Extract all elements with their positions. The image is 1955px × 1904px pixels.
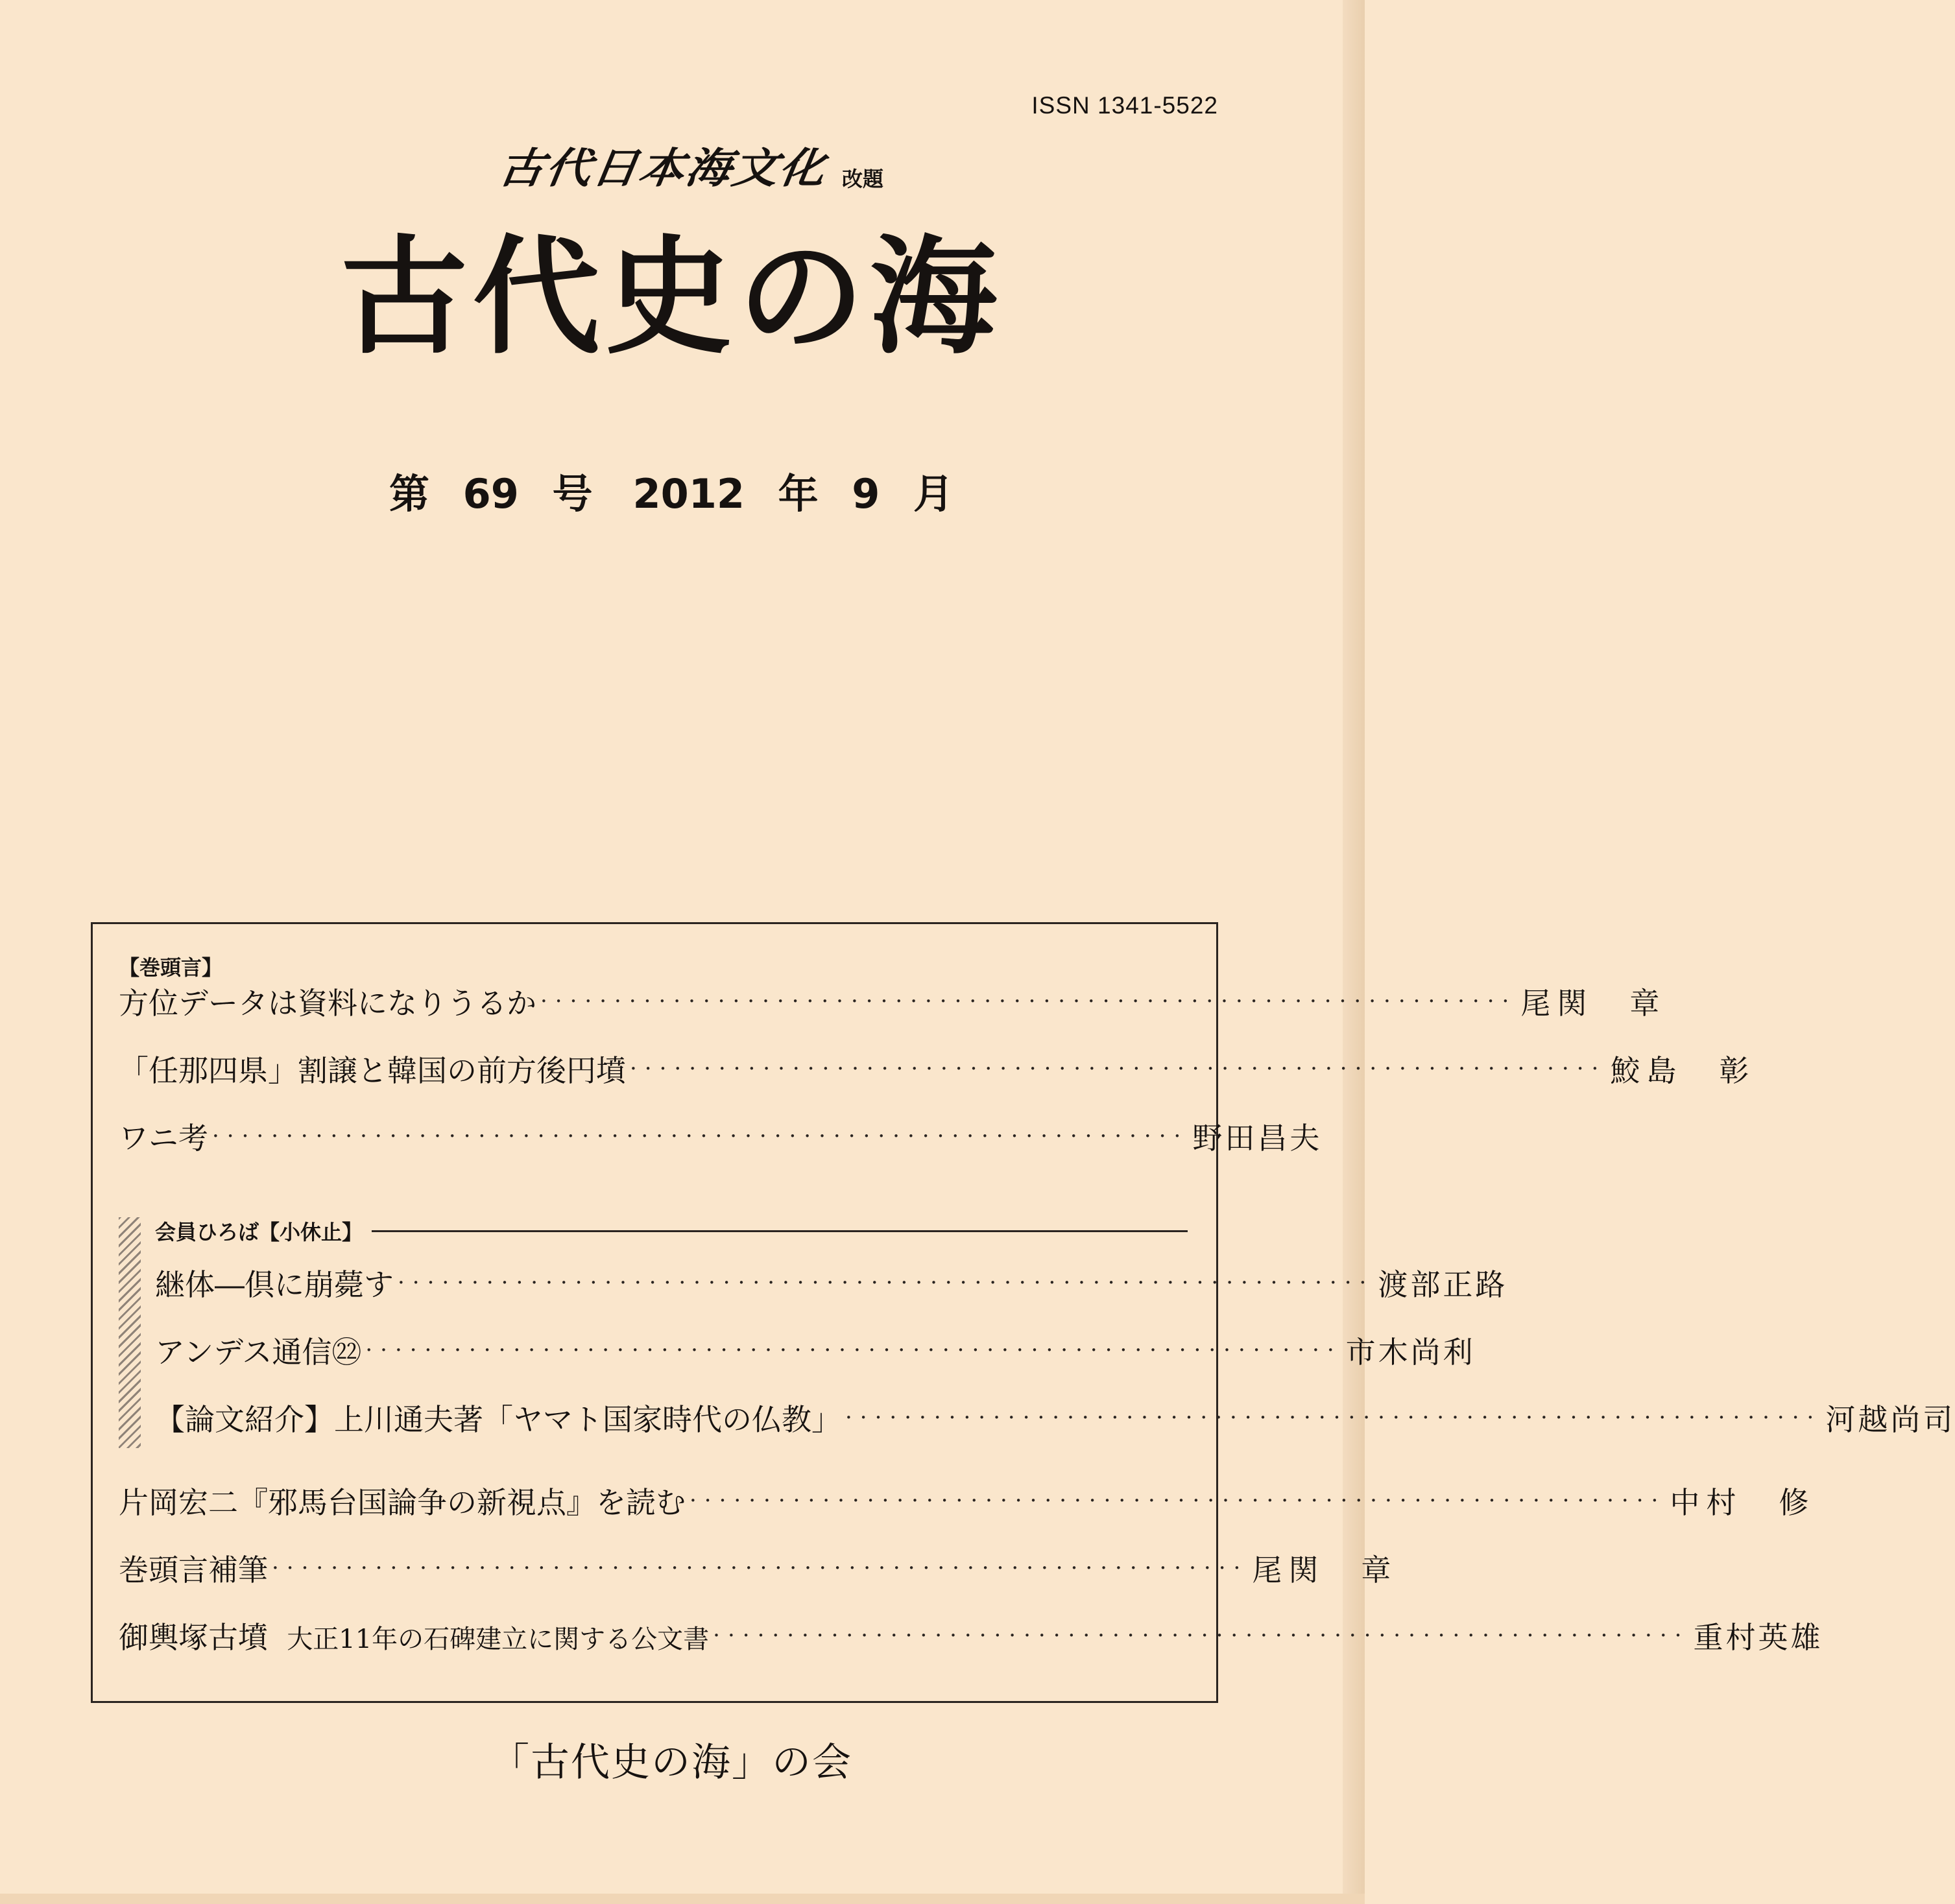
- toc-entry: [119, 1547, 1398, 1589]
- toc-entry-title: 方位データは資料になりうるか: [119, 986, 536, 1021]
- toc-entry-title: 御輿塚古墳: [119, 1620, 268, 1655]
- toc-entry-subtitle: 大正11年の石碑建立に関する公文書: [287, 1624, 710, 1654]
- leader-dots: ··································································: [630, 1056, 1607, 1082]
- toc-entry-title: 巻頭言補筆: [119, 1553, 268, 1588]
- toc-entry-author: 重村英雄: [1693, 1620, 1823, 1655]
- page-right-edge: [1343, 0, 1365, 1904]
- toc-entry: [119, 1115, 1323, 1158]
- plaza-section-rule: [372, 1230, 1188, 1232]
- toc-entry-author: 河越尚司: [1825, 1402, 1955, 1437]
- former-title-suffix: 改題: [842, 167, 884, 191]
- journal-title: 古代史の海: [340, 222, 1002, 372]
- toc-entry: [155, 1396, 1955, 1439]
- toc-entry: [155, 1261, 1508, 1304]
- toc-entry-author: 中村 修: [1670, 1485, 1816, 1520]
- toc-entry-title-group: [119, 1614, 709, 1657]
- leader-dots: ··································································: [272, 1555, 1249, 1581]
- toc-entry-title: アンデス通信㉒: [155, 1335, 362, 1370]
- plaza-section-hatch-bar: [119, 1217, 141, 1448]
- leader-dots: ··································································: [540, 988, 1517, 1014]
- toc-entry: [119, 1614, 1823, 1657]
- plaza-section-header: [155, 1216, 1188, 1246]
- toc-entry-author: 野田昌夫: [1192, 1121, 1323, 1156]
- toc-entry: [155, 1329, 1476, 1372]
- plaza-section-label: 会員ひろば【小休止】: [155, 1220, 363, 1244]
- publisher-name: 「古代史の海」の会: [490, 1740, 852, 1785]
- leader-dots: ··································································: [690, 1488, 1666, 1514]
- toc-entry-author: 市木尚利: [1345, 1335, 1476, 1370]
- toc-entry: [119, 1047, 1756, 1090]
- former-title-block: [495, 133, 884, 198]
- toc-entry-title: 「任那四県」割譲と韓国の前方後円墳: [119, 1053, 626, 1088]
- table-of-contents: [91, 922, 1955, 1703]
- toc-entry-author: 尾関 章: [1252, 1553, 1398, 1588]
- toc-entry-title: ワニ考: [119, 1121, 208, 1156]
- toc-entry-title: 片岡宏二『邪馬台国論争の新視点』を読む: [119, 1485, 686, 1520]
- toc-entry-title: 継体―倶に崩薨す: [155, 1267, 394, 1302]
- former-title-logo: 古代日本海文化: [495, 143, 830, 193]
- toc-entry-author: 鮫島 彰: [1610, 1053, 1756, 1088]
- leader-dots: ··································································: [212, 1123, 1189, 1149]
- toc-entry: [119, 980, 1666, 1023]
- leader-dots: ··································································: [713, 1623, 1690, 1648]
- leader-dots: ··································································: [365, 1337, 1342, 1363]
- toc-entry-author: 尾関 章: [1520, 986, 1666, 1021]
- leader-dots: ··································································: [398, 1270, 1374, 1296]
- page-bottom-edge: [0, 1894, 1365, 1904]
- toc-entry-title: 【論文紹介】上川通夫著「ヤマト国家時代の仏教」: [155, 1402, 841, 1437]
- toc-entry: [119, 1479, 1816, 1522]
- toc-entry-author: 渡部正路: [1378, 1267, 1508, 1302]
- issn-number: ISSN 1341-5522: [1031, 92, 1218, 119]
- leader-dots: ··································································: [845, 1405, 1822, 1431]
- preface-section-label: 【巻頭言】: [119, 955, 223, 980]
- issue-date: 第 69 号 2012 年 9 月: [389, 470, 954, 518]
